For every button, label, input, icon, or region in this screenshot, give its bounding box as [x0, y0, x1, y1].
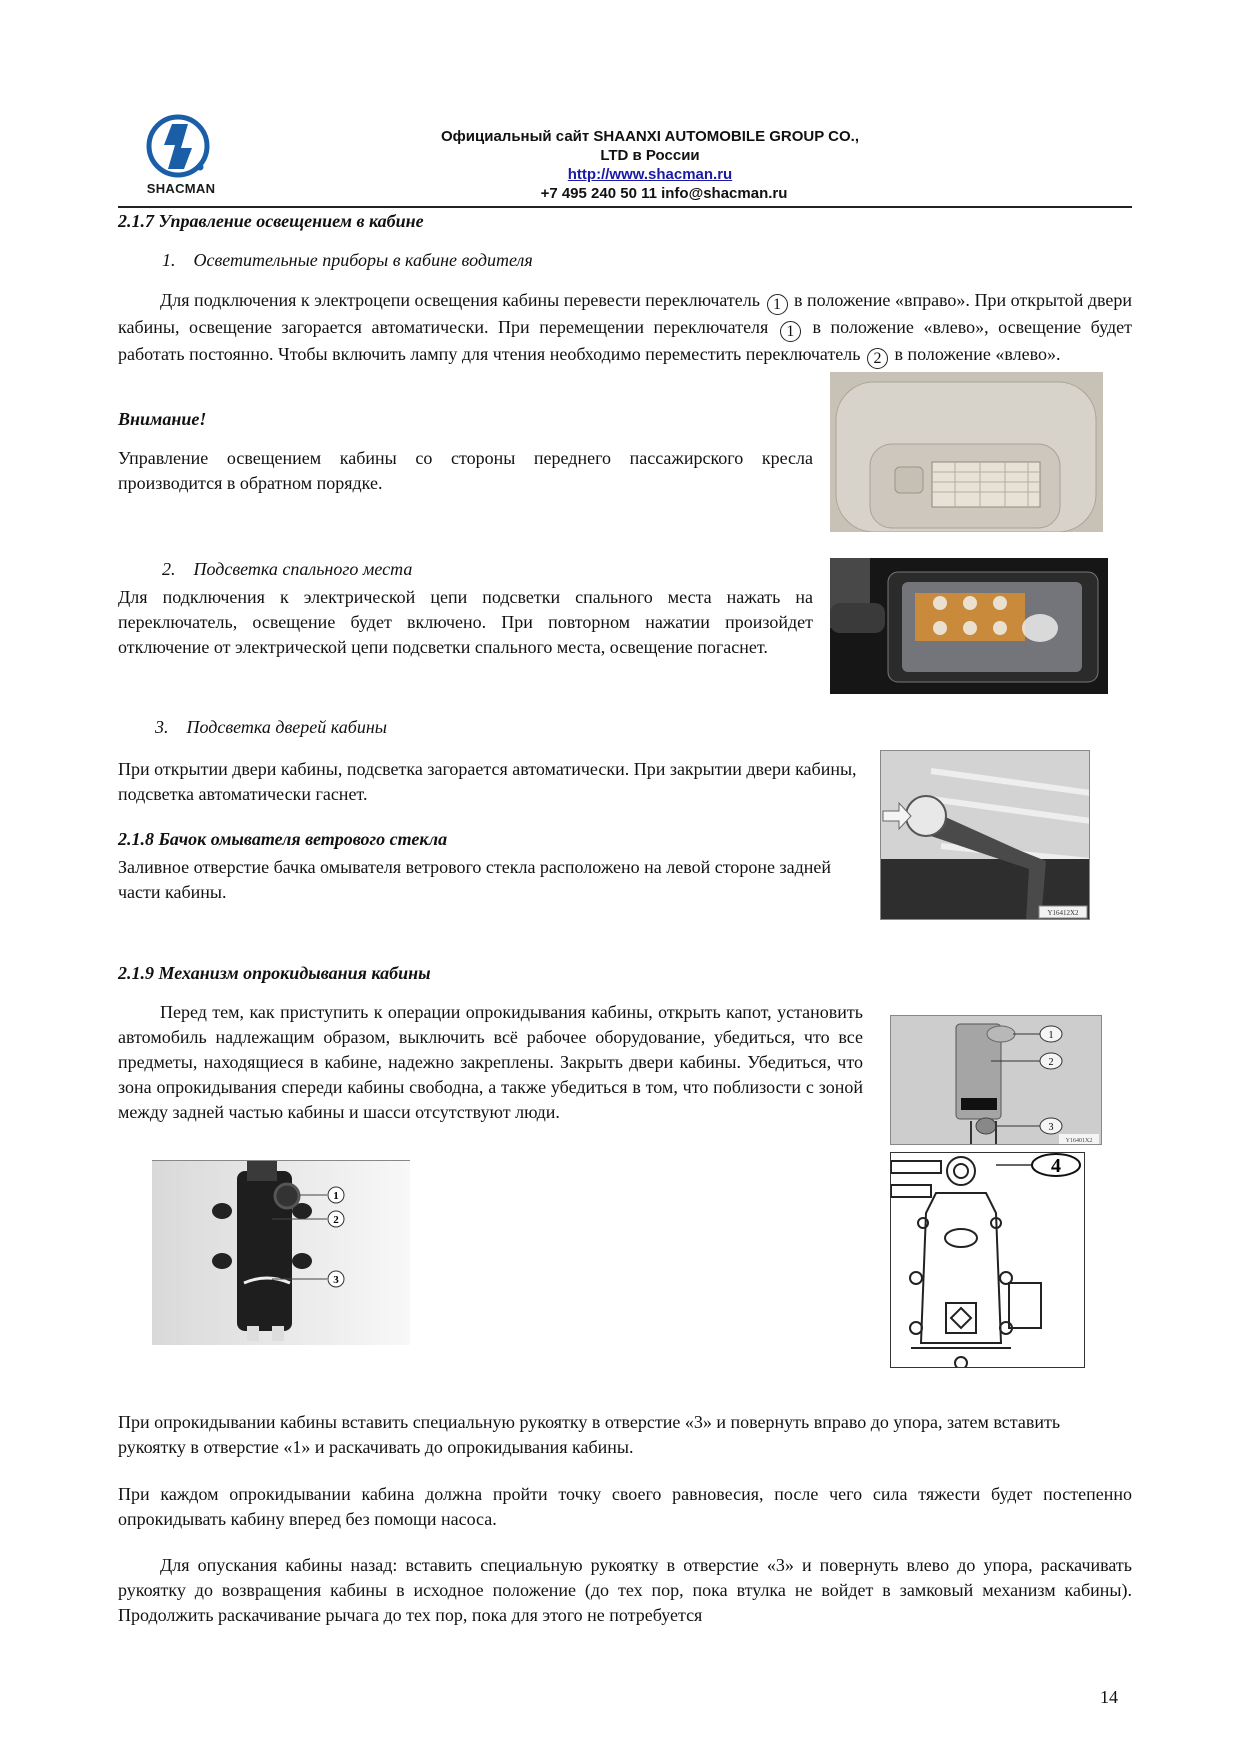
header-block — [400, 127, 900, 203]
website-link[interactable]: http://www.shacman.ru — [567, 166, 733, 183]
pump-figure-code: Y16401X2 — [1065, 1138, 1093, 1144]
pump-photo-label-3: 3 — [333, 1274, 339, 1286]
pump-photo-label-2: 2 — [333, 1214, 339, 1226]
paragraph-cabin-lighting: Для подключения к электроцепи освещения кабины перевести переключатель 1 в положение «вправо». При открытой двери кабины, освещение загорается автоматически. При перемещении переключателя 1 в положение «влево», освещение будет работать постоянно. Чтобы включить лампу для чтения необходимо переместить переключатель 2 в положение «влево». — [118, 290, 1133, 367]
diagram-label-4: 4 — [1051, 1155, 1061, 1177]
attention-label: Внимание! — [118, 409, 207, 429]
subsection-1-title: Осветительные приборы в кабине водителя — [193, 250, 533, 270]
tilt-mechanism-drawing — [891, 1153, 1085, 1368]
header-line2: LTD в России — [600, 147, 700, 164]
tilt-mechanism-diagram — [890, 1152, 1085, 1368]
page-number: 14 — [1100, 1687, 1118, 1707]
subsection-2-number: 2. — [162, 559, 176, 579]
subsection-3-heading — [155, 716, 387, 738]
paragraph-washer-tank: Заливное отверстие бачка омывателя ветрового стекла расположено на левой стороне задней части кабины. — [118, 857, 832, 902]
washer-figure-code: Y16412X2 — [1047, 909, 1079, 917]
berth-light-photo — [830, 558, 1108, 694]
berth-light-image — [830, 558, 1108, 694]
subsection-3-title: Подсветка дверей кабины — [186, 717, 387, 737]
switch-marker-1: 1 — [780, 321, 801, 342]
subsection-2-heading — [162, 558, 412, 580]
pump-photo-label-1: 1 — [333, 1190, 339, 1202]
switch-marker-1: 1 — [767, 294, 788, 315]
washer-tank-figure — [880, 750, 1090, 920]
header-divider — [118, 206, 1132, 208]
attention-text: Управление освещением кабины со стороны переднего пассажирского кресла производится в обратном порядке. — [118, 448, 813, 493]
subsection-1-heading — [162, 249, 533, 271]
header-line1: Официальный сайт SHAANXI AUTOMOBILE GROUP CO., — [441, 128, 859, 145]
section-2-1-7-title: 2.1.7 Управление освещением в кабине — [118, 211, 424, 231]
washer-tank-image — [881, 751, 1090, 920]
tilt-pump-photo — [152, 1160, 410, 1345]
tilt-pump-photo-image — [152, 1161, 410, 1345]
paragraph-tilt-procedure: При опрокидывании кабины вставить специальную рукоятку в отверстие «3» и повернуть вправо до упора, затем вставить рукоятку в отверстие «1» и раскачивать до опрокидывания кабины. — [118, 1412, 1061, 1457]
header-contact: +7 495 240 50 11 info@shacman.ru — [540, 185, 788, 202]
tilt-pump-image — [891, 1016, 1102, 1145]
subsection-1-number: 1. — [162, 250, 176, 270]
pump-label-3: 3 — [1048, 1122, 1054, 1133]
pump-label-2: 2 — [1048, 1057, 1054, 1068]
section-2-1-9-title: 2.1.9 Механизм опрокидывания кабины — [118, 963, 431, 983]
subsection-3-number: 3. — [155, 717, 169, 737]
brand-name: SHACMAN — [146, 181, 216, 196]
paragraph-tilt-preparation: Перед тем, как приступить к операции опрокидывания кабины, открыть капот, установить автомобиль надлежащим образом, выключить всё рабочее оборудование, убедиться, что все предметы, находящиеся в кабине, надежно закреплены. Закрыть двери кабины. Убедиться, что зона опрокидывания спереди кабины свободна, а также убедиться в том, что поблизости с зоной между задней частью кабины и шасси отсутствуют люди. — [118, 1002, 863, 1122]
section-2-1-8-title: 2.1.8 Бачок омывателя ветрового стекла — [118, 829, 448, 849]
switch-marker-2: 2 — [867, 348, 888, 369]
pump-label-1: 1 — [1048, 1030, 1054, 1041]
paragraph-lowering: Для опускания кабины назад: вставить специальную рукоятку в отверстие «3» и повернуть влево до упора, раскачивать рукоятку до возвращения кабины в исходное положение (до тех пор, пока втулка не войдет в замковый механизм кабины). Продолжить раскачивание рычага до тех пор, пока для этого не потребуется — [118, 1555, 1132, 1625]
paragraph-door-lighting: При открытии двери кабины, подсветка загорается автоматически. При закрытии двери кабины, подсветка автоматически гаснет. — [118, 759, 857, 804]
dome-light-image — [830, 372, 1103, 532]
shacman-logo-icon — [128, 112, 228, 184]
tilt-pump-figure — [890, 1015, 1102, 1145]
subsection-2-title: Подсветка спального места — [193, 559, 413, 579]
paragraph-balance-point: При каждом опрокидывании кабина должна пройти точку своего равновесия, после чего сила тяжести будет постепенно опрокидывать кабину вперед без помощи насоса. — [118, 1484, 1132, 1529]
paragraph-berth-lighting: Для подключения к электрической цепи подсветки спального места нажать на переключатель, освещение будет включено. При повторном нажатии произойдет отключение от электрической цепи подсветки спального места, освещение погаснет. — [118, 587, 813, 657]
dome-light-photo — [830, 372, 1103, 532]
